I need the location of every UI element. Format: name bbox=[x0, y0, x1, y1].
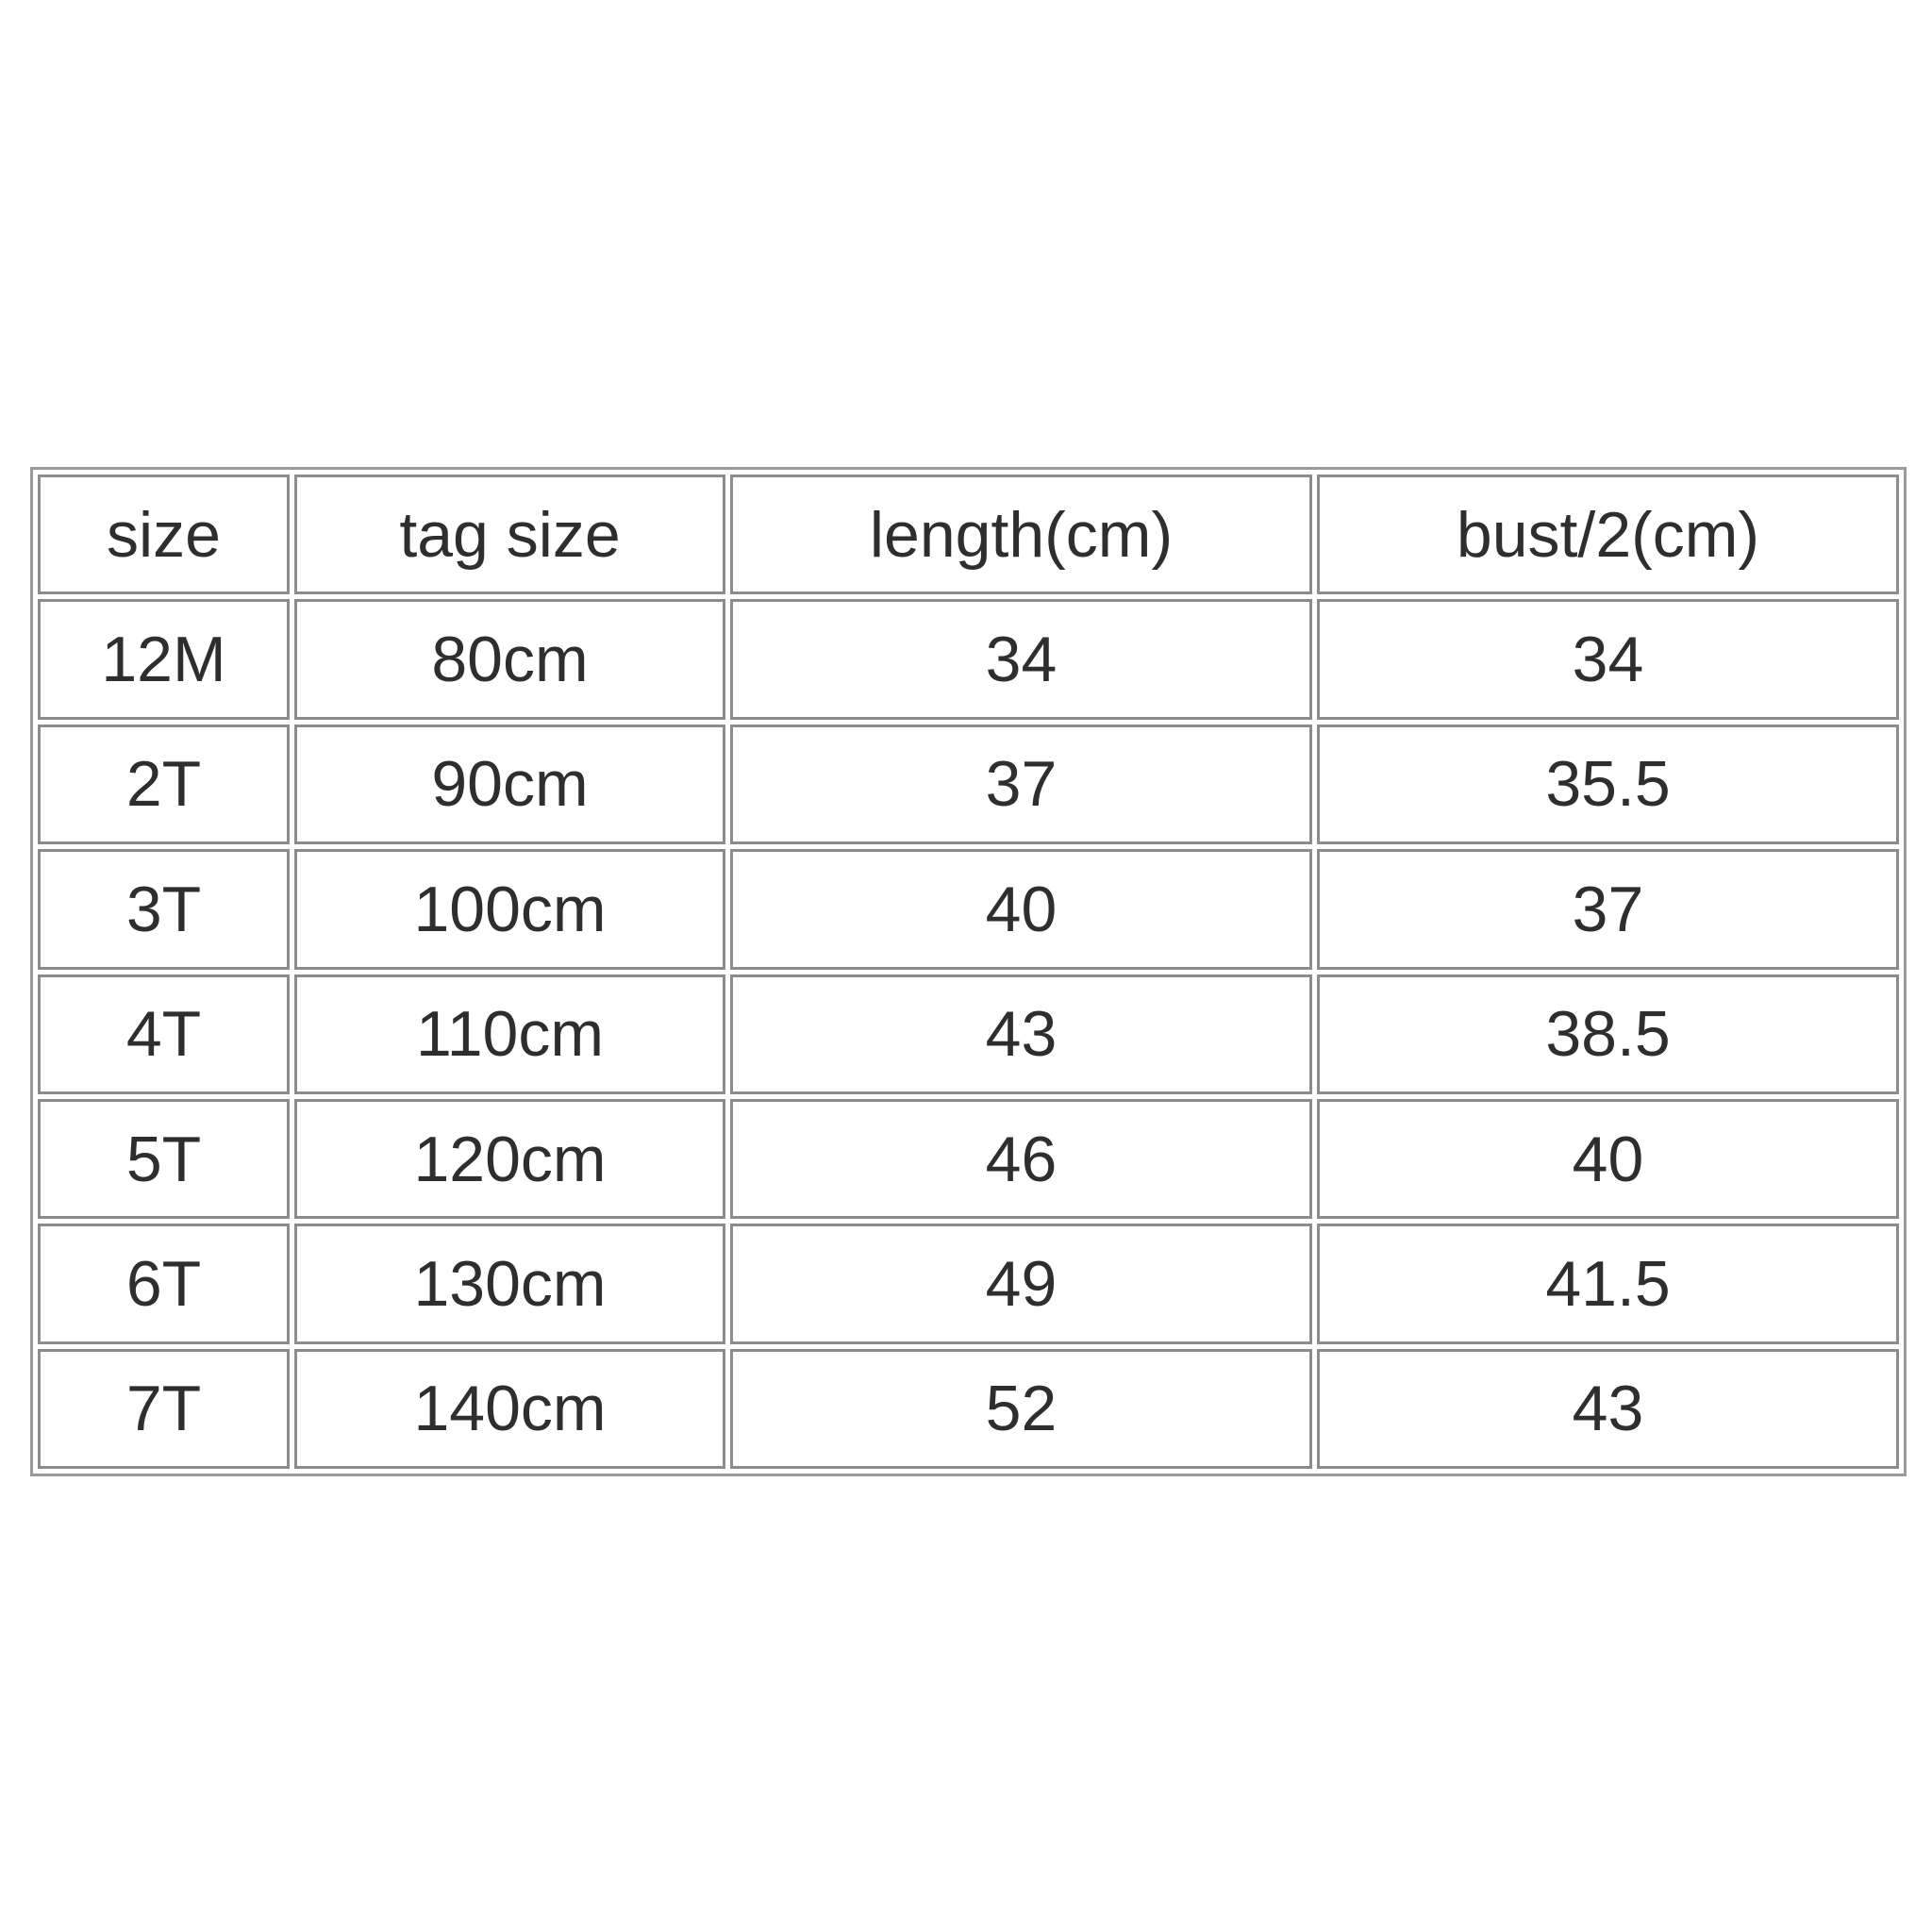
table-cell-tag-size: 130cm bbox=[294, 1224, 725, 1343]
table-cell-length: 40 bbox=[730, 849, 1312, 969]
table-cell-bust: 37 bbox=[1317, 849, 1899, 969]
table-cell-length: 37 bbox=[730, 724, 1312, 844]
table-cell-length: 34 bbox=[730, 599, 1312, 719]
table-cell-bust: 38.5 bbox=[1317, 974, 1899, 1094]
header-cell-tag-size: tag size bbox=[294, 475, 725, 594]
table-cell-length: 52 bbox=[730, 1349, 1312, 1469]
table-cell-length: 43 bbox=[730, 974, 1312, 1094]
table-row bbox=[38, 1099, 1899, 1219]
table-cell-length: 49 bbox=[730, 1224, 1312, 1343]
header-cell-bust: bust/2(cm) bbox=[1317, 475, 1899, 594]
table-cell-tag-size: 140cm bbox=[294, 1349, 725, 1469]
table-cell-tag-size: 90cm bbox=[294, 724, 725, 844]
header-cell-length: length(cm) bbox=[730, 475, 1312, 594]
table-row bbox=[38, 1349, 1899, 1469]
table-row bbox=[38, 599, 1899, 719]
table-row bbox=[38, 974, 1899, 1094]
table-row bbox=[38, 849, 1899, 969]
size-chart-table bbox=[30, 467, 1907, 1476]
table-cell-tag-size: 80cm bbox=[294, 599, 725, 719]
table-cell-size: 6T bbox=[38, 1224, 290, 1343]
table-cell-bust: 41.5 bbox=[1317, 1224, 1899, 1343]
table-row bbox=[38, 1224, 1899, 1343]
table-cell-tag-size: 120cm bbox=[294, 1099, 725, 1219]
table-cell-size: 12M bbox=[38, 599, 290, 719]
table-cell-size: 4T bbox=[38, 974, 290, 1094]
table-cell-size: 3T bbox=[38, 849, 290, 969]
table-cell-bust: 43 bbox=[1317, 1349, 1899, 1469]
table-cell-length: 46 bbox=[730, 1099, 1312, 1219]
table-cell-bust: 35.5 bbox=[1317, 724, 1899, 844]
table-cell-size: 5T bbox=[38, 1099, 290, 1219]
table-cell-bust: 34 bbox=[1317, 599, 1899, 719]
table-cell-size: 2T bbox=[38, 724, 290, 844]
table-row bbox=[38, 724, 1899, 844]
table-cell-tag-size: 100cm bbox=[294, 849, 725, 969]
table-cell-bust: 40 bbox=[1317, 1099, 1899, 1219]
table-header-row bbox=[38, 475, 1899, 594]
table-cell-size: 7T bbox=[38, 1349, 290, 1469]
header-cell-size: size bbox=[38, 475, 290, 594]
table-cell-tag-size: 110cm bbox=[294, 974, 725, 1094]
